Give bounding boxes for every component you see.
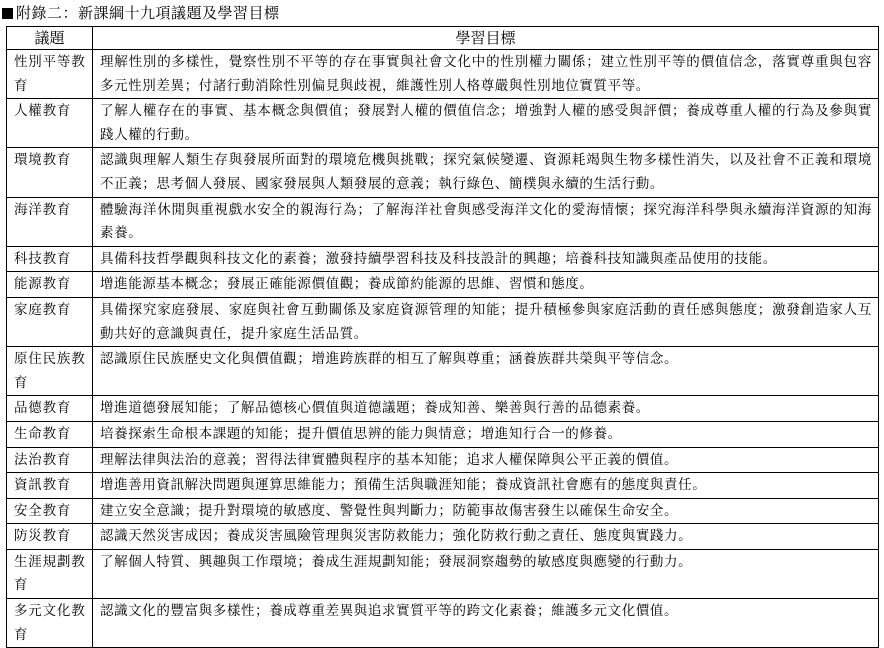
learning-goal: 認識文化的豐富與多樣性；養成尊重差異與追求實質平等的跨文化素養；維護多元文化價值。 xyxy=(93,599,879,648)
issue-topic: 家庭教育 xyxy=(7,297,93,346)
issue-topic: 人權教育 xyxy=(7,99,93,148)
issue-topic: 海洋教育 xyxy=(7,197,93,246)
table-row xyxy=(7,50,879,99)
appendix-caption xyxy=(2,3,280,23)
issue-topic: 原住民族教育 xyxy=(7,347,93,396)
learning-goal: 了解個人特質、興趣與工作環境；養成生涯規劃知能；發展洞察趨勢的敏感度與應變的行動力。 xyxy=(93,549,879,598)
header-goal: 學習目標 xyxy=(93,27,879,50)
issue-topic: 安全教育 xyxy=(7,498,93,524)
square-bullet-icon xyxy=(2,8,13,19)
table-row xyxy=(7,396,879,422)
learning-goal: 增進善用資訊解決問題與運算思維能力；預備生活與職涯知能；養成資訊社會應有的態度與責任。 xyxy=(93,473,879,499)
learning-goal: 增進能源基本概念；發展正確能源價值觀；養成節約能源的思維、習慣和態度。 xyxy=(93,272,879,298)
learning-goal: 理解性別的多樣性，覺察性別不平等的存在事實與社會文化中的性別權力關係；建立性別平等的價值信念，落實尊重與包容多元性別差異；付諸行動消除性別偏見與歧視，維護性別人格尊嚴與性別地位實質平等。 xyxy=(93,50,879,99)
issue-topic: 生命教育 xyxy=(7,421,93,447)
table-row xyxy=(7,599,879,648)
learning-goal: 理解法律與法治的意義；習得法律實體與程序的基本知能；追求人權保障與公平正義的價值。 xyxy=(93,447,879,473)
issue-topic: 科技教育 xyxy=(7,246,93,272)
table-row xyxy=(7,272,879,298)
issue-topic: 資訊教育 xyxy=(7,473,93,499)
learning-goal: 增進道德發展知能；了解品德核心價值與道德議題；養成知善、樂善與行善的品德素養。 xyxy=(93,396,879,422)
appendix-caption-text: 附錄二：新課綱十九項議題及學習目標 xyxy=(16,4,280,22)
learning-goal: 體驗海洋休閒與重視戲水安全的親海行為；了解海洋社會與感受海洋文化的愛海情懷；探究海洋科學與永續海洋資源的知海素養。 xyxy=(93,197,879,246)
issue-topic: 法治教育 xyxy=(7,447,93,473)
issue-topic: 多元文化教育 xyxy=(7,599,93,648)
table-body xyxy=(7,50,879,648)
table-row xyxy=(7,347,879,396)
issue-topic: 能源教育 xyxy=(7,272,93,298)
learning-goal: 認識與理解人類生存與發展所面對的環境危機與挑戰；探究氣候變遷、資源耗竭與生物多樣性消失，以及社會不正義和環境不正義；思考個人發展、國家發展與人類發展的意義；執行綠色、簡樸與永續的生活行動。 xyxy=(93,148,879,197)
issue-topic: 品德教育 xyxy=(7,396,93,422)
issue-topic: 性別平等教育 xyxy=(7,50,93,99)
table-row xyxy=(7,473,879,499)
issues-table xyxy=(6,26,879,648)
learning-goal: 了解人權存在的事實、基本概念與價值；發展對人權的價值信念；增強對人權的感受與評價；養成尊重人權的行為及參與實踐人權的行動。 xyxy=(93,99,879,148)
table-row xyxy=(7,197,879,246)
table-row xyxy=(7,297,879,346)
header-topic: 議題 xyxy=(7,27,93,50)
learning-goal: 培養探索生命根本課題的知能；提升價值思辨的能力與情意；增進知行合一的修養。 xyxy=(93,421,879,447)
table-row xyxy=(7,99,879,148)
table-row xyxy=(7,498,879,524)
table-row xyxy=(7,148,879,197)
learning-goal: 建立安全意識；提升對環境的敏感度、警覺性與判斷力；防範事故傷害發生以確保生命安全。 xyxy=(93,498,879,524)
table-row xyxy=(7,524,879,550)
table-row xyxy=(7,447,879,473)
table-header-row xyxy=(7,27,879,50)
learning-goal: 認識原住民族歷史文化與價值觀；增進跨族群的相互了解與尊重；涵養族群共榮與平等信念。 xyxy=(93,347,879,396)
table-row xyxy=(7,549,879,598)
issue-topic: 防災教育 xyxy=(7,524,93,550)
table-row xyxy=(7,421,879,447)
learning-goal: 認識天然災害成因；養成災害風險管理與災害防救能力；強化防救行動之責任、態度與實踐力。 xyxy=(93,524,879,550)
table-row xyxy=(7,246,879,272)
issue-topic: 環境教育 xyxy=(7,148,93,197)
issue-topic: 生涯規劃教育 xyxy=(7,549,93,598)
learning-goal: 具備科技哲學觀與科技文化的素養；激發持續學習科技及科技設計的興趣；培養科技知識與產品使用的技能。 xyxy=(93,246,879,272)
learning-goal: 具備探究家庭發展、家庭與社會互動關係及家庭資源管理的知能；提升積極參與家庭活動的責任感與態度；激發創造家人互動共好的意識與責任，提升家庭生活品質。 xyxy=(93,297,879,346)
